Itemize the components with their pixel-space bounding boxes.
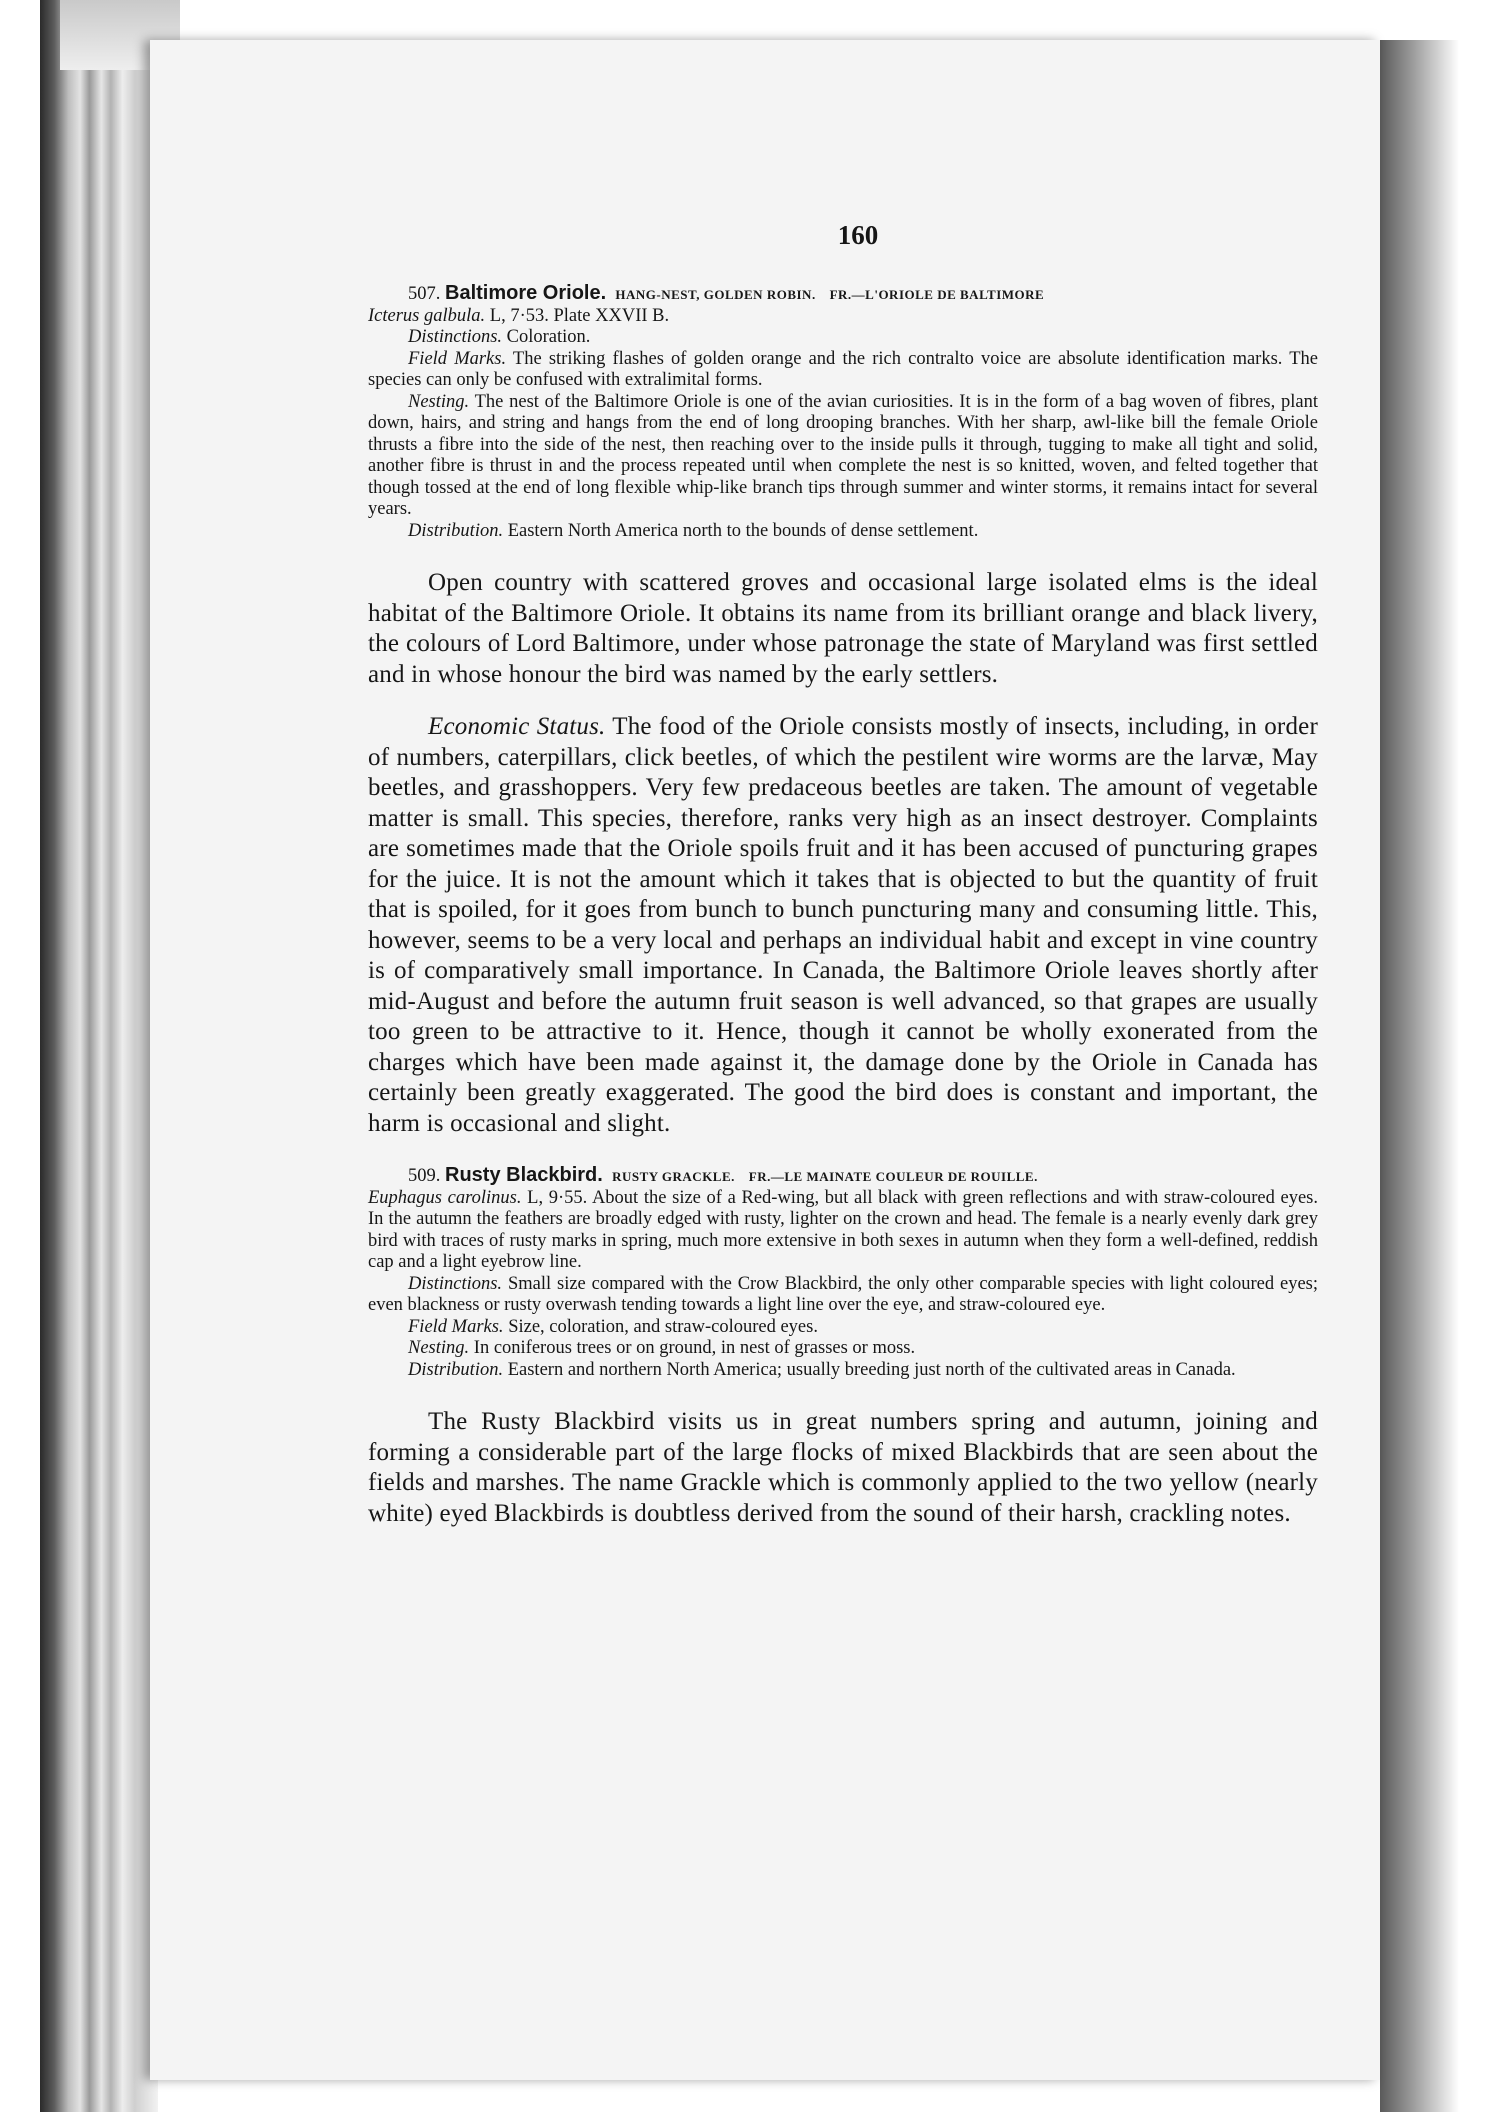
field-marks-label: Field Marks. [408,1316,504,1337]
description-text: L, 9·55. About the size of a Red-wing, but all black with green reflections and with straw-coloured eyes. In the autumn the feathers are broadly edged with rusty, lighter on the crown and head. The female is a nearly evenly dark grey bird with traces of rusty marks in spring, much more extensive in both sexes in autumn when they form a well-defined, reddish cap and a light eyebrow line. [368,1187,1318,1272]
distribution-text: Eastern North America north to the bounds of dense settlement. [507,520,979,541]
page-number: 160 [837,220,879,250]
distribution [368,521,1318,543]
economic-status-label: Economic Status. [428,713,606,740]
distinctions-label: Distinctions. [408,327,503,347]
nesting-text: In coniferous trees or on ground, in nest of grasses or moss. [473,1338,916,1358]
bird-french-name: FR.—L'ORIOLE DE BALTIMORE [829,287,1045,302]
bird-aliases: HANG-NEST, GOLDEN ROBIN. [615,287,816,302]
paragraph-habitat: Open country with scattered groves and occasional large isolated elms is the ideal habitat of the Baltimore Oriole. It obtains its name from its brilliant orange and black livery, the colours of Lord Baltimore, under whose patronage the state of Maryland was first settled and in whose honour the bird was named by the early settlers. [368,569,1318,688]
nesting [368,392,1318,521]
latin-name: Euphagus carolinus. [368,1187,522,1208]
distinctions-text: Small size compared with the Crow Blackbird, the only other comparable species with light coloured eyes; even blackness or rusty overwash tending towards a light line over the eye, and straw-coloured eye. [368,1273,1318,1315]
entry-heading [368,283,1318,306]
book-right-edge [1380,40,1512,2112]
bird-french-name: FR.—LE MAINATE COULEUR DE ROUILLE. [748,1169,1038,1184]
bird-aliases: RUSTY GRACKLE. [612,1169,735,1184]
distinctions-text: Coloration. [506,327,591,347]
entry-number: 509. [408,1166,441,1186]
entry-baltimore-oriole [368,283,1318,542]
distinctions-label: Distinctions. [408,1273,503,1294]
length-plate: L, 7·53. Plate XXVII B. [489,305,670,326]
distribution-text: Eastern and northern North America; usually breeding just north of the cultivated areas in Canada. [507,1359,1236,1380]
paragraph-economic-status [368,712,1318,1139]
economic-status-text: The food of the Oriole consists mostly of insects, including, in order of numbers, caterpillars, click beetles, of which the pestilent wire worms are the larvæ, May beetles, and grasshoppers. Very few predaceous beetles are taken. The amount of vegetable matter is small. This species, therefore, ranks very high as an insect destroyer. Complaints are sometimes made that the Oriole spoils fruit and it has been accused of puncturing grapes for the juice. It is not the amount which it takes that is objected to but the quantity of fruit that is spoiled, for it goes from bunch to bunch puncturing many and consuming little. This, however, seems to be a very local and perhaps an individual habit and except in vine country is of comparatively small importance. In Canada, the Baltimore Oriole leaves shortly after mid-August and before the autumn fruit season is well advanced, so that grapes are usually too green to be attractive to it. Hence, though it cannot be wholly exonerated from the charges which have been made against it, the damage done by the Oriole in Canada has certainly been greatly exaggerated. The good the bird does is constant and important, the harm is occasional and slight. [368,713,1318,1137]
latin-name: Icterus galbula. [368,305,486,326]
nesting-label: Nesting. [408,1338,470,1358]
distribution [368,1360,1318,1382]
bird-name: Rusty Blackbird. [445,1164,603,1186]
entry-heading [368,1165,1318,1188]
book-page-stack [40,0,158,2112]
distinctions [368,327,1318,349]
bird-name: Baltimore Oriole. [445,282,607,304]
field-marks [368,349,1318,392]
nesting-text: The nest of the Baltimore Oriole is one of the avian curiosities. It is in the form of a bag woven of fibres, plant down, hairs, and string and hangs from the end of long drooping branches. With her sharp, awl-like bill the female Oriole thrusts a fibre into the side of the nest, then reaching over to the inside pulls it through, tugging to make all tight and solid, another fibre is thrust in and the process repeated until when complete the nest is so knitted, woven, and felted together that though tossed at the end of long flexible whip-like branch tips through summer and winter storms, it remains intact for several years. [368,391,1318,519]
page-content [368,220,1318,1529]
distribution-label: Distribution. [408,1359,504,1380]
nesting-label: Nesting. [408,391,470,412]
field-marks [368,1317,1318,1339]
entry-number: 507. [408,284,441,304]
nesting [368,1338,1318,1360]
entry-description [368,1188,1318,1274]
entry-rusty-blackbird [368,1165,1318,1381]
paragraph-rusty-blackbird: The Rusty Blackbird visits us in great numbers spring and autumn, joining and forming a considerable part of the large flocks of mixed Blackbirds that are seen about the fields and marshes. The name Grackle which is commonly applied to the two yellow (nearly white) eyed Blackbirds is doubtless derived from the sound of their harsh, crackling notes. [368,1408,1318,1527]
distribution-label: Distribution. [408,520,504,541]
entry-latin-line [368,306,1318,328]
field-marks-text: Size, coloration, and straw-coloured eyes. [508,1316,818,1337]
field-marks-label: Field Marks. [408,348,507,369]
field-marks-text: The striking flashes of golden orange and the rich contralto voice are absolute identification marks. The species can only be confused with extralimital forms. [368,348,1319,390]
distinctions [368,1274,1318,1317]
